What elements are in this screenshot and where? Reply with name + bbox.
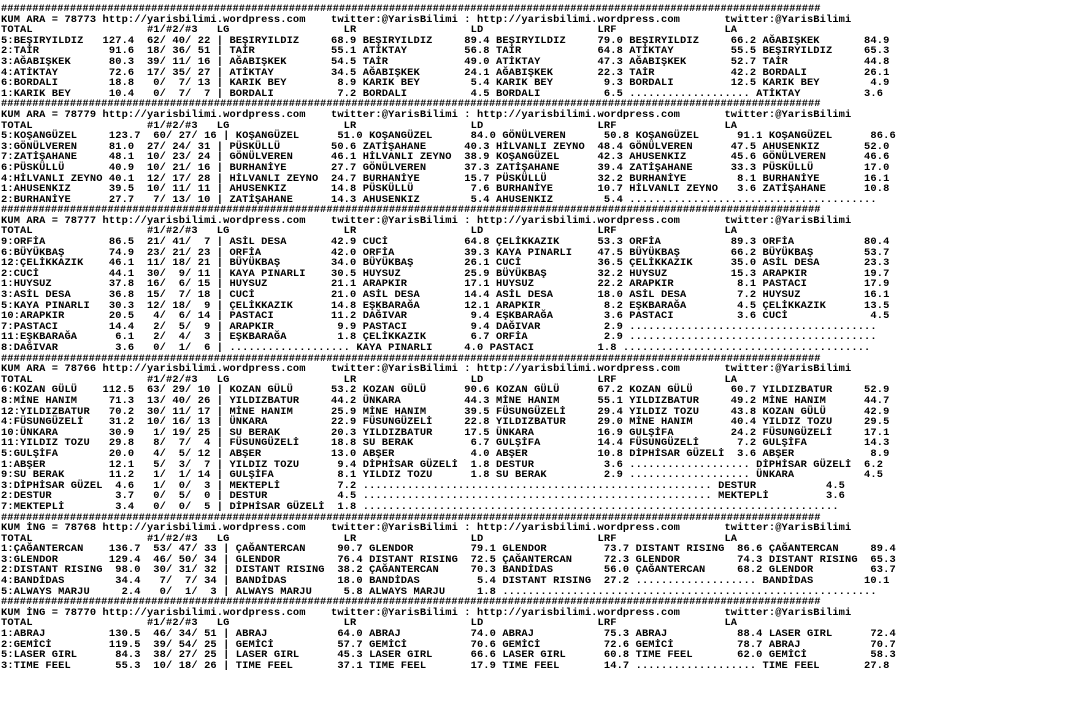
horse-stats-row: 6:PÜSKÜLLÜ 40.9 10/ 21/ 16 | BURHANİYE 27.7 GÖNÜLVEREN 37.3 ZATİŞAHANE 39.4 ZATİŞAHANE 33.3 PÜSKÜLLÜ 17.0: [1, 161, 890, 174]
horse-stats-row: 3:AĞABIŞKEK 80.3 39/ 11/ 16 | AĞABIŞKEK 54.5 TAİR 49.0 ATİKTAY 47.3 AĞABIŞKEK 52.7 TAİR 44.8: [1, 55, 890, 68]
horse-stats-row: 4:BANDİDAS 34.4 7/ 7/ 34 | BANDİDAS 18.0 BANDİDAS 5.4 DISTANT RISING 27.2 ................... BANDİDAS 10.1: [1, 575, 890, 588]
horse-stats-row: 1:KARIK BEY 10.4 0/ 7/ 7 | BORDALI 7.2 BORDALI 4.5 BORDALI 6.5 ................... ATİKTAY 3.6: [1, 87, 884, 100]
horse-stats-row: 2:GEMİCİ 119.5 39/ 54/ 25 | GEMİCİ 57.7 GEMİCİ 70.6 GEMİCİ 72.6 GEMİCİ 78.7 ABRAJ 70.7: [1, 638, 896, 651]
column-header-line: TOTAL #1/#2/#3 LG LR LD LRF LA: [1, 225, 738, 238]
race-header-line: KUM ARA = 78773 http://yarisbilimi.wordpress.com twitter:@YarisBilimi : http://yarisbilimi.wordpress.com twitter:@YarisBilimi: [1, 13, 852, 26]
horse-stats-row: 1:ABŞER 12.1 5/ 3/ 7 | YILDIZ TOZU 9.4 DİPHİSAR GÜZELİ 1.8 DESTUR 3.6 ................... DİPHİSAR GÜZELİ 6.2: [1, 458, 884, 471]
horse-stats-row: 4:FÜSUNGÜZELİ 31.2 10/ 16/ 13 | ÜNKARA 22.9 FÜSUNGÜZELİ 22.8 YILDIZBATUR 29.0 MİNE HANIM 40.4 YILDIZ TOZU 29.5: [1, 416, 890, 429]
race-header-line: KUM ARA = 78766 http://yarisbilimi.wordpress.com twitter:@YarisBilimi : http://yarisbilimi.wordpress.com twitter:@YarisBilimi: [1, 363, 852, 376]
horse-stats-row: 5:BEŞIRYILDIZ 127.4 62/ 40/ 22 | BEŞIRYILDIZ 68.9 BEŞIRYILDIZ 89.4 BEŞIRYILDIZ 79.0 BEŞIRYILDIZ 66.2 AĞABIŞKEK 84.9: [1, 34, 890, 47]
horse-stats-row: 5:KOŞANGÜZEL 123.7 60/ 27/ 16 | KOŞANGÜZEL 51.0 KOŞANGÜZEL 84.0 GÖNÜLVEREN 50.8 KOŞANGÜZEL 91.1 KOŞANGÜZEL 86.6: [1, 130, 896, 143]
horse-stats-row: 1:ÇAĞANTERCAN 136.7 53/ 47/ 33 | ÇAĞANTERCAN 90.7 GLENDOR 79.1 GLENDOR 73.7 DISTANT RISING 86.6 ÇAĞANTERCAN 89.4: [1, 543, 896, 556]
horse-stats-row: 12:YILDIZBATUR 70.2 30/ 11/ 17 | MİNE HANIM 25.9 MİNE HANIM 39.5 FÜSUNGÜZELİ 29.4 YILDIZ TOZU 43.8 KOZAN GÜLÜ 42.9: [1, 405, 890, 418]
horse-stats-row: 1:HUYSUZ 37.8 16/ 6/ 15 | HUYSUZ 21.1 ARAPKIR 17.1 HUYSUZ 22.2 ARAPKIR 8.1 PASTACI 17.9: [1, 278, 890, 291]
horse-stats-row: 10:ARAPKIR 20.5 4/ 6/ 14 | PASTACI 11.2 DAĞIVAR 9.4 EŞKBARAĞA 3.6 PASTACI 3.6 CUCİ 4.5: [1, 310, 890, 323]
horse-stats-row: 2:DISTANT RISING 98.0 30/ 31/ 32 | DISTANT RISING 38.2 ÇAĞANTERCAN 70.3 BANDİDAS 56.0 ÇAĞANTERCAN 68.2 GLENDOR 63.7: [1, 564, 896, 577]
section-separator: ###################################################################################################################################: [1, 204, 821, 217]
race-header-line: KUM İNG = 78768 http://yarisbilimi.wordpress.com twitter:@YarisBilimi : http://yarisbilimi.wordpress.com twitter:@YarisBilimi: [1, 522, 852, 535]
horse-stats-row: 2:TAİR 91.6 18/ 36/ 51 | TAİR 55.1 ATİKTAY 56.8 TAİR 64.8 ATİKTAY 55.5 BEŞIRYILDIZ 65.3: [1, 45, 890, 58]
horse-stats-row: 6:BORDALI 18.8 0/ 7/ 13 | KARIK BEY 8.9 KARIK BEY 5.4 KARIK BEY 9.3 BORDALI 12.5 KARIK BEY 4.9: [1, 77, 890, 90]
horse-stats-row: 5:ALWAYS MARJU 2.4 0/ 1/ 3 | ALWAYS MARJU 5.8 ALWAYS MARJU 1.8 ...........................................................: [1, 585, 877, 598]
horse-stats-row: 9:ORFİA 86.5 21/ 41/ 7 | ASİL DESA 42.9 CUCİ 64.8 ÇELİKKAZIK 53.3 ORFİA 89.3 ORFİA 80.4: [1, 236, 890, 249]
horse-stats-row: 12:ÇELİKKAZIK 46.1 11/ 18/ 21 | BÜYÜKBAŞ 34.0 BÜYÜKBAŞ 26.1 CUCİ 36.5 ÇELİKKAZIK 35.0 ASİL DESA 23.3: [1, 257, 890, 270]
horse-stats-row: 7:ZATİŞAHANE 48.1 10/ 23/ 24 | GÖNÜLVEREN 46.1 HİLVANLI ZEYNO 38.9 KOŞANGÜZEL 42.3 AHUSENKIZ 45.6 GÖNÜLVEREN 46.6: [1, 151, 890, 164]
horse-stats-row: 11:EŞKBARAĞA 6.1 2/ 4/ 3 | EŞKBARAĞA 1.8 ÇELİKKAZIK 6.7 ORFİA 2.9 .......................................: [1, 331, 877, 344]
column-header-line: TOTAL #1/#2/#3 LG LR LD LRF LA: [1, 373, 738, 386]
horse-stats-row: 7:MEKTEPLİ 3.4 0/ 0/ 5 | DİPHİSAR GÜZELİ 1.8 ...........................................................................: [1, 500, 839, 513]
horse-stats-row: 8:MİNE HANIM 71.3 13/ 40/ 26 | YILDIZBATUR 44.2 ÜNKARA 44.3 MİNE HANIM 55.1 YILDIZBATUR 49.2 MİNE HANIM 44.7: [1, 394, 890, 407]
horse-stats-row: 7:PASTACI 14.4 2/ 5/ 9 | ARAPKIR 9.9 PASTACI 9.4 DAĞIVAR 2.9 .......................................: [1, 320, 877, 333]
horse-stats-row: 2:CUCİ 44.1 30/ 9/ 11 | KAYA PINARLI 30.5 HUYSUZ 25.9 BÜYÜKBAŞ 32.2 HUYSUZ 15.3 ARAPKIR 19.7: [1, 267, 890, 280]
section-separator: ###################################################################################################################################: [1, 352, 821, 365]
horse-stats-row: 4:ATİKTAY 72.6 17/ 35/ 27 | ATİKTAY 34.5 AĞABIŞKEK 24.1 AĞABIŞKEK 22.3 TAİR 42.2 BORDALI 26.1: [1, 66, 890, 79]
horse-stats-row: 8:DAĞIVAR 3.6 0/ 1/ 6 | ................... KAYA PINARLI 4.0 PASTACI 1.8 .......................................: [1, 342, 871, 354]
horse-stats-row: 3:GÖNÜLVEREN 81.0 27/ 24/ 31 | PÜSKÜLLÜ 50.6 ZATİŞAHANE 40.3 HİLVANLI ZEYNO 48.4 GÖNÜLVEREN 47.5 AHUSENKIZ 52.0: [1, 140, 890, 153]
horse-stats-row: 3:TIME FEEL 55.3 10/ 18/ 26 | TIME FEEL 37.1 TIME FEEL 17.9 TIME FEEL 14.7 ................... TIME FEEL 27.8: [1, 659, 890, 672]
horse-stats-row: 6:KOZAN GÜLÜ 112.5 63/ 29/ 10 | KOZAN GÜLÜ 53.2 KOZAN GÜLÜ 90.6 KOZAN GÜLÜ 67.2 KOZAN GÜLÜ 60.7 YILDIZBATUR 52.9: [1, 384, 890, 397]
race-header-line: KUM İNG = 78770 http://yarisbilimi.wordpress.com twitter:@YarisBilimi : http://yarisbilimi.wordpress.com twitter:@YarisBilimi: [1, 606, 852, 619]
section-separator: ###################################################################################################################################: [1, 3, 821, 15]
horse-stats-row: 2:BURHANİYE 27.7 7/ 13/ 10 | ZATİŞAHANE 14.3 AHUSENKIZ 5.4 AHUSENKIZ 5.4 .......................................: [1, 193, 877, 206]
horse-stats-row: 4:HİLVANLI ZEYNO 40.1 12/ 17/ 28 | HİLVANLI ZEYNO 24.7 BURHANİYE 15.7 PÜSKÜLLÜ 32.2 BURHANİYE 8.1 BURHANİYE 16.1: [1, 172, 890, 185]
horse-stats-row: 5:KAYA PINARLI 30.3 12/ 18/ 9 | ÇELİKKAZIK 14.8 EŞKBARAĞA 12.1 ARAPKIR 8.2 EŞKBARAĞA 4.5 ÇELİKKAZIK 13.5: [1, 299, 890, 312]
horse-stats-row: 3:GLENDOR 129.4 46/ 50/ 34 | GLENDOR 76.4 DISTANT RISING 72.5 ÇAĞANTERCAN 72.3 GLENDOR 74.3 DISTANT RISING 65.3: [1, 553, 896, 566]
horse-stats-row: 11:YILDIZ TOZU 29.8 8/ 7/ 4 | FÜSUNGÜZELİ 18.8 SU BERAK 6.7 GULŞİFA 14.4 FÜSUNGÜZELİ 7.2 GULŞİFA 14.3: [1, 437, 890, 450]
horse-stats-row: 10:ÜNKARA 30.9 1/ 19/ 25 | SU BERAK 20.3 YILDIZBATUR 17.5 ÜNKARA 16.9 GULŞİFA 24.2 FÜSUNGÜZELİ 17.1: [1, 426, 890, 439]
race-stats-document: [1, 4, 1076, 671]
horse-stats-row: 6:BÜYÜKBAŞ 74.9 23/ 21/ 23 | ORFİA 42.0 ORFİA 39.3 KAYA PINARLI 47.5 BÜYÜKBAŞ 66.2 BÜYÜKBAŞ 53.7: [1, 246, 890, 259]
horse-stats-row: 5:GULŞİFA 20.0 4/ 5/ 12 | ABŞER 13.0 ABŞER 4.0 ABŞER 10.8 DİPHİSAR GÜZELİ 3.6 ABŞER 8.9: [1, 447, 890, 460]
horse-stats-row: 5:LASER GIRL 84.3 38/ 27/ 25 | LASER GIRL 45.3 LASER GIRL 66.6 LASER GIRL 60.8 TIME FEEL 62.0 GEMİCİ 58.3: [1, 649, 896, 662]
column-header-line: TOTAL #1/#2/#3 LG LR LD LRF LA: [1, 24, 738, 37]
horse-stats-row: 3:ASİL DESA 36.8 15/ 7/ 18 | CUCİ 21.0 ASİL DESA 14.4 ASİL DESA 18.0 ASİL DESA 7.2 HUYSUZ 16.1: [1, 289, 890, 302]
race-header-line: KUM ARA = 78777 http://yarisbilimi.wordpress.com twitter:@YarisBilimi : http://yarisbilimi.wordpress.com twitter:@YarisBilimi: [1, 214, 852, 227]
horse-stats-row: 9:SU BERAK 11.2 1/ 1/ 14 | GULŞİFA 8.1 YILDIZ TOZU 1.8 SU BERAK 2.9 ................... ÜNKARA 4.5: [1, 469, 884, 482]
race-header-line: KUM ARA = 78779 http://yarisbilimi.wordpress.com twitter:@YarisBilimi : http://yarisbilimi.wordpress.com twitter:@YarisBilimi: [1, 108, 852, 121]
section-separator: ###################################################################################################################################: [1, 596, 821, 609]
horse-stats-row: 1:ABRAJ 130.5 46/ 34/ 51 | ABRAJ 64.0 ABRAJ 74.0 ABRAJ 75.3 ABRAJ 88.4 LASER GIRL 72.4: [1, 628, 896, 641]
column-header-line: TOTAL #1/#2/#3 LG LR LD LRF LA: [1, 617, 738, 630]
column-header-line: TOTAL #1/#2/#3 LG LR LD LRF LA: [1, 119, 738, 132]
horse-stats-row: 1:AHUSENKIZ 39.5 10/ 11/ 11 | AHUSENKIZ 14.8 PÜSKÜLLÜ 7.6 BURHANİYE 10.7 HİLVANLI ZEYNO 3.6 ZATİŞAHANE 10.8: [1, 183, 890, 196]
column-header-line: TOTAL #1/#2/#3 LG LR LD LRF LA: [1, 532, 738, 545]
section-separator: ###################################################################################################################################: [1, 98, 821, 111]
horse-stats-row: 3:DİPHİSAR GÜZEL 4.6 1/ 0/ 3 | MEKTEPLİ 7.2 ....................................................... DESTUR 4.5: [1, 479, 846, 492]
horse-stats-row: 2:DESTUR 3.7 0/ 5/ 0 | DESTUR 4.5 ....................................................... MEKTEPLİ 3.6: [1, 490, 846, 503]
section-separator: ###################################################################################################################################: [1, 511, 821, 524]
